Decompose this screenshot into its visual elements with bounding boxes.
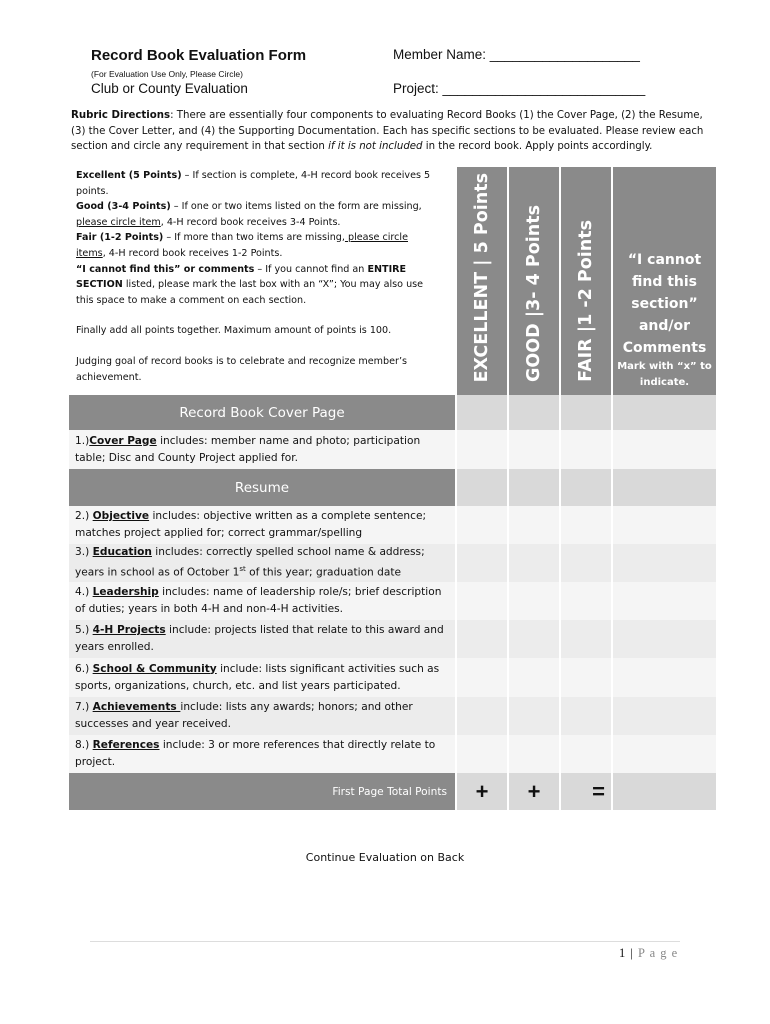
legend-fair: Fair (1-2 Points) – If more than two items are missing, please circle items, 4-H record book receives 1-2 Points. [76, 232, 408, 259]
rubric-italic: if it is not included [328, 141, 423, 152]
cell-fair[interactable] [560, 582, 612, 620]
evaluation-note: (For Evaluation Use Only, Please Circle) [91, 69, 243, 79]
comments-header-text: “I cannot find this section” and/or Comments [622, 252, 707, 356]
table-row [69, 697, 716, 735]
row-leadership: 4.) Leadership includes: name of leadership role/s; brief description of duties; years in both 4-H and non-4-H activities. [69, 582, 456, 620]
cell-fair[interactable] [560, 735, 612, 773]
cell-fair[interactable] [560, 620, 612, 658]
cell-good[interactable] [508, 506, 560, 544]
cell-comments[interactable] [612, 395, 716, 430]
footer-divider [90, 941, 680, 942]
cell-good[interactable] [508, 735, 560, 773]
cell-good[interactable] [508, 430, 560, 469]
cell-comments[interactable] [612, 430, 716, 469]
table-row [69, 620, 716, 658]
legend-excellent: Excellent (5 Points) – If section is complete, 4-H record book receives 5 points. [76, 170, 431, 197]
fair-column-header: FAIR |1 -2 Points [560, 167, 612, 395]
rubric-directions [71, 108, 711, 155]
cell-fair[interactable] [560, 395, 612, 430]
cell-excellent[interactable] [456, 430, 508, 469]
cell-excellent[interactable] [456, 506, 508, 544]
legend-goal: Judging goal of record books is to celebrate and recognize member’s achievement. [76, 355, 407, 383]
cell-comments[interactable] [612, 735, 716, 773]
cell-comments[interactable] [612, 544, 716, 582]
legend-cannot-find: “I cannot find this” or comments – If you cannot find an ENTIRE SECTION listed, please mark the last box with an “X”; You may also use this space to make a comment on each section. [76, 263, 424, 306]
cell-excellent[interactable] [456, 620, 508, 658]
row-references: 8.) References include: 3 or more references that directly relate to project. [69, 735, 456, 773]
total-label: First Page Total Points [69, 773, 456, 810]
row-school-community: 6.) School & Community include: lists significant activities such as sports, organizations, church, etc. and list years participated. [69, 658, 456, 697]
section-title-resume: Resume [69, 469, 456, 506]
legend-good: Good (3-4 Points) – If one or two items listed on the form are missing, please circle item, 4-H record book receives 3-4 Points. [76, 201, 422, 228]
cell-fair[interactable] [560, 658, 612, 697]
cell-good[interactable] [508, 395, 560, 430]
good-column-header: GOOD |3- 4 Points [508, 167, 560, 395]
total-plus-1[interactable]: + [456, 773, 508, 810]
cell-fair[interactable] [560, 506, 612, 544]
table-row [69, 544, 716, 582]
cell-comments[interactable] [612, 582, 716, 620]
total-equals[interactable]: = [560, 773, 612, 810]
row-education: 3.) Education includes: correctly spelled school name & address; years in school as of October 1st of this year; graduation date [69, 544, 456, 582]
rubric-tail: in the record book. Apply points accordingly. [422, 141, 653, 152]
project-field[interactable]: Project: ___________________________ [393, 81, 646, 96]
continue-note: Continue Evaluation on Back [305, 851, 465, 864]
page-number: 1 | P a g e [619, 946, 679, 960]
cell-good[interactable] [508, 544, 560, 582]
cell-fair[interactable] [560, 697, 612, 735]
row-objective: 2.) Objective includes: objective written as a complete sentence; matches project applied for; correct grammar/spelling [69, 506, 456, 544]
total-plus-2[interactable]: + [508, 773, 560, 810]
cell-good[interactable] [508, 582, 560, 620]
section-cover-page [69, 395, 716, 430]
section-resume [69, 469, 716, 506]
table-row [69, 735, 716, 773]
cell-comments[interactable] [612, 697, 716, 735]
cell-excellent[interactable] [456, 735, 508, 773]
row-achievements: 7.) Achievements include: lists any awards; honors; and other successes and year received. [69, 697, 456, 735]
legend-finally: Finally add all points together. Maximum amount of points is 100. [76, 325, 392, 337]
table-row [69, 582, 716, 620]
rubric-text: : There are essentially four components to evaluating Record Books (1) the Cover Page, (2) the Resume, (3) the Cover Letter, and (4) the Supporting Documentation. Each has specific sections to be evaluated. Please review each section and circle any requirement in that section [71, 110, 704, 152]
cell-comments[interactable] [612, 658, 716, 697]
cell-excellent[interactable] [456, 395, 508, 430]
cell-comments[interactable] [612, 620, 716, 658]
excellent-column-header: EXCELLENT | 5 Points [456, 167, 508, 395]
rubric-label: Rubric Directions [71, 110, 171, 121]
cell-excellent[interactable] [456, 582, 508, 620]
cell-comments[interactable] [612, 469, 716, 506]
comments-column-header [612, 167, 716, 395]
section-title-cover: Record Book Cover Page [69, 395, 456, 430]
cell-excellent[interactable] [456, 544, 508, 582]
form-title: Record Book Evaluation Form [91, 47, 307, 64]
member-name-field[interactable]: Member Name: ____________________ [393, 47, 640, 62]
comments-header-note: Mark with “x” to indicate. [617, 361, 712, 388]
scoring-legend [76, 168, 436, 385]
cell-fair[interactable] [560, 430, 612, 469]
total-row [69, 773, 716, 810]
cell-comments[interactable] [612, 506, 716, 544]
table-row [69, 430, 716, 469]
table-row [69, 658, 716, 697]
cell-good[interactable] [508, 658, 560, 697]
total-result-cell[interactable] [612, 773, 716, 810]
cell-good[interactable] [508, 469, 560, 506]
cell-good[interactable] [508, 697, 560, 735]
table-row [69, 506, 716, 544]
row-cover-page: 1.)Cover Page includes: member name and photo; participation table; Disc and County Project applied for. [69, 430, 456, 469]
cell-fair[interactable] [560, 544, 612, 582]
cell-fair[interactable] [560, 469, 612, 506]
cell-excellent[interactable] [456, 658, 508, 697]
club-county-evaluation[interactable]: Club or County Evaluation [91, 81, 248, 96]
cell-excellent[interactable] [456, 469, 508, 506]
row-4h-projects: 5.) 4-H Projects include: projects listed that relate to this award and years enrolled. [69, 620, 456, 658]
cell-excellent[interactable] [456, 697, 508, 735]
cell-good[interactable] [508, 620, 560, 658]
